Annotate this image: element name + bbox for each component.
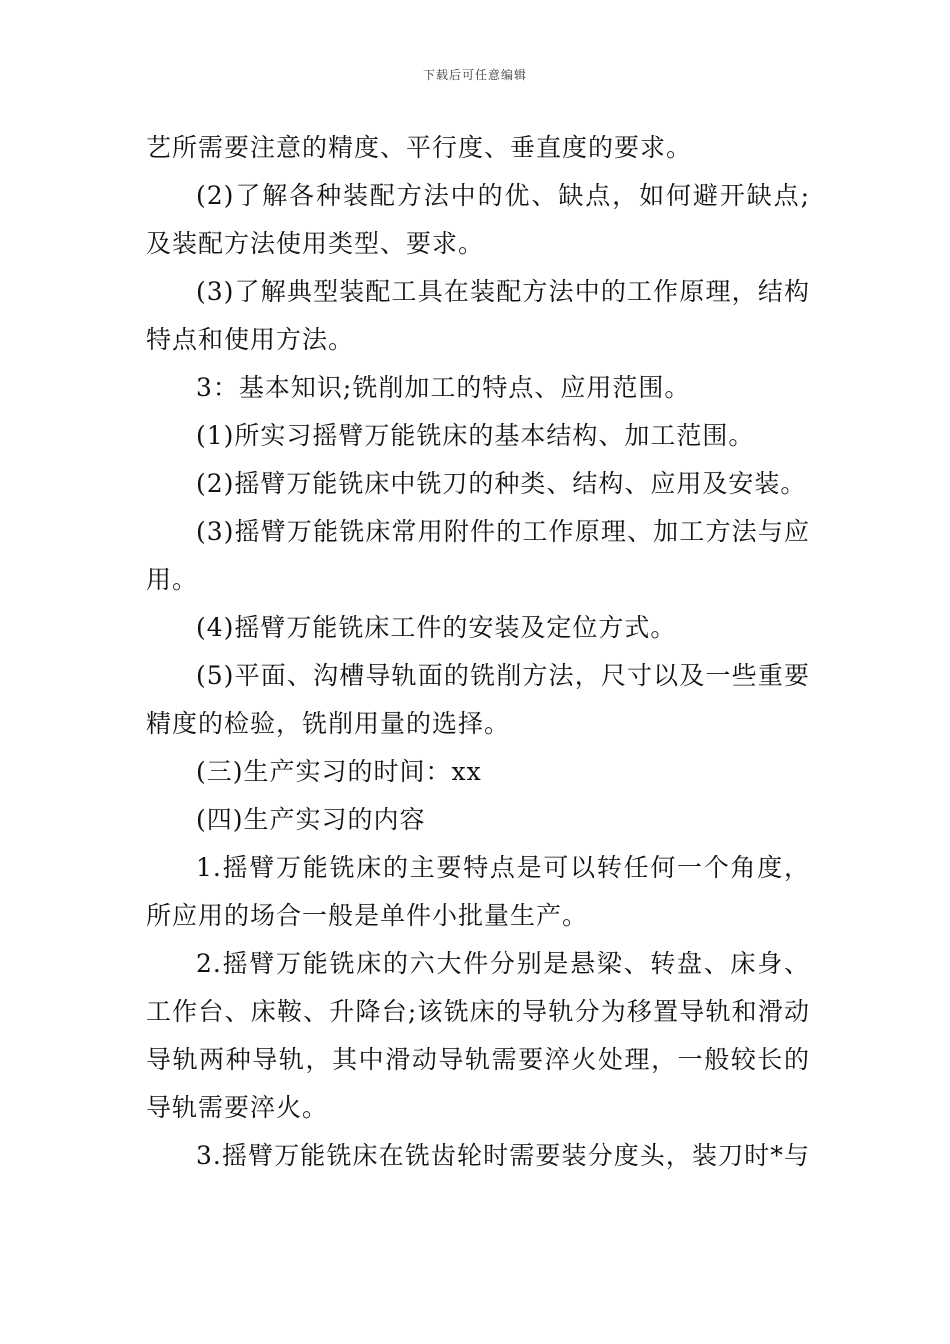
text-line: 3：基本知识;铣削加工的特点、应用范围。 <box>196 373 691 402</box>
text-line: 导轨两种导轨，其中滑动导轨需要淬火处理，一般较长的 <box>146 1045 810 1074</box>
text-line: (三)生产实习的时间：xx <box>196 757 482 786</box>
text-line: (3)摇臂万能铣床常用附件的工作原理、加工方法与应 <box>196 517 810 546</box>
text-line: 工作台、床鞍、升降台;该铣床的导轨分为移置导轨和滑动 <box>146 997 810 1026</box>
page-header-note: 下载后可任意编辑 <box>422 68 527 82</box>
text-line: 导轨需要淬火。 <box>146 1093 329 1122</box>
text-line: 艺所需要注意的精度、平行度、垂直度的要求。 <box>146 133 693 162</box>
text-line: (2)了解各种装配方法中的优、缺点，如何避开缺点; <box>196 181 810 210</box>
text-line: 及装配方法使用类型、要求。 <box>146 229 485 258</box>
text-line: 用。 <box>146 565 199 594</box>
text-line: 精度的检验，铣削用量的选择。 <box>146 709 511 738</box>
text-line: (3)了解典型装配工具在装配方法中的工作原理，结构 <box>196 277 810 306</box>
text-line: 3.摇臂万能铣床在铣齿轮时需要装分度头，装刀时*与 <box>196 1141 810 1170</box>
text-line: (1)所实习摇臂万能铣床的基本结构、加工范围。 <box>196 421 755 450</box>
text-line: 特点和使用方法。 <box>146 325 355 354</box>
text-line: (5)平面、沟槽导轨面的铣削方法，尺寸以及一些重要 <box>196 661 810 690</box>
text-line: (4)摇臂万能铣床工件的安装及定位方式。 <box>196 613 677 642</box>
text-line: (四)生产实习的内容 <box>196 805 426 834</box>
text-line: (2)摇臂万能铣床中铣刀的种类、结构、应用及安装。 <box>196 469 807 498</box>
text-line: 1.摇臂万能铣床的主要特点是可以转任何一个角度， <box>196 853 810 882</box>
document-body <box>146 124 810 1180</box>
text-line: 2.摇臂万能铣床的六大件分别是悬梁、转盘、床身、 <box>196 949 810 978</box>
text-line: 所应用的场合一般是单件小批量生产。 <box>146 901 589 930</box>
